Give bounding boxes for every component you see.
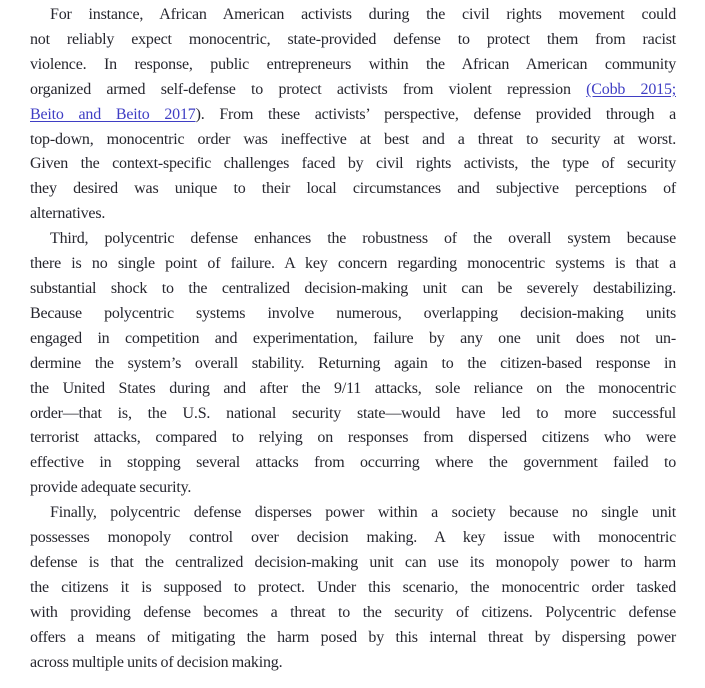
text-line [30,476,676,501]
paragraph-1 [30,3,676,227]
text-segment: across multiple units of decision making. [30,653,283,671]
text-segment: effective in stopping several attacks from occurring where the government failed to [30,454,676,472]
text-segment: For instance, African American activists during the civil rights movement could [50,6,676,23]
paragraph-2 [30,227,676,501]
text-line [30,177,676,202]
text-segment: dermine the system’s overall stability. Returning again to the citizen-based response in [30,354,676,372]
text-line [30,526,676,551]
text-segment: terrorist attacks, compared to relying on responses from dispersed citizens who were [30,429,676,447]
text-line [30,426,676,451]
text-line [30,451,676,476]
text-line [30,352,676,377]
text-segment: order—that is, the U.S. national security state—would have led to more successful [30,404,676,422]
citation-link-beito-and-beito-2017[interactable]: Beito and Beito 2017 [30,105,196,123]
text-segment: Because polycentric systems involve numerous, overlapping decision-making units [30,304,676,322]
text-line [30,626,676,651]
text-line [30,227,676,252]
text-line [30,576,676,601]
text-segment: substantial shock to the centralized decision-making unit can be severely destabilizing. [30,279,676,297]
text-segment: defense is that the centralized decision-making unit can use its monopoly power to harm [30,553,676,571]
document-body [30,3,676,675]
text-line [30,651,676,676]
text-segment: the citizens it is supposed to protect. Under this scenario, the monocentric order tasked [30,578,676,596]
text-line [30,252,676,277]
paragraph-3 [30,501,676,675]
text-line [30,3,676,28]
text-line [30,53,676,78]
text-segment: not reliably expect monocentric, state-provided defense to protect them from racist [30,30,676,48]
text-segment: they desired was unique to their local circumstances and subjective perceptions of [30,180,676,198]
text-segment: alternatives. [30,205,106,223]
text-segment: provide adequate security. [30,479,192,497]
text-line [30,103,676,128]
text-line [30,302,676,327]
text-line [30,501,676,526]
text-line [30,601,676,626]
text-line [30,551,676,576]
citation-link-cobb-2015[interactable]: (Cobb 2015; [586,80,677,98]
text-segment: Given the context-specific challenges faced by civil rights activists, the type of security [30,155,676,173]
text-line [30,327,676,352]
text-segment: Third, polycentric defense enhances the robustness of the overall system because [50,230,676,248]
text-line [30,202,676,227]
text-segment: there is no single point of failure. A key concern regarding monocentric systems is that a [30,255,676,273]
text-line [30,377,676,402]
text-segment: Finally, polycentric defense disperses power within a society because no single unit [50,504,676,522]
text-segment: ). From these activists’ perspective, defense provided through a [195,105,676,123]
text-segment: offers a means of mitigating the harm posed by this internal threat by dispersing power [30,628,676,646]
text-line [30,28,676,53]
text-segment: engaged in competition and experimentation, failure by any one unit does not un- [30,329,676,347]
text-segment: top-down, monocentric order was ineffective at best and a threat to security at worst. [30,130,676,148]
text-line [30,402,676,427]
text-segment: organized armed self-defense to protect activists from violent repression [30,80,587,98]
text-segment: the United States during and after the 9/11 attacks, sole reliance on the monocentric [30,379,676,397]
text-line [30,128,676,153]
text-line [30,78,676,103]
text-segment: violence. In response, public entrepreneurs within the African American community [30,55,676,73]
text-line [30,152,676,177]
text-segment: possesses monopoly control over decision making. A key issue with monocentric [30,529,676,547]
text-line [30,277,676,302]
text-segment: with providing defense becomes a threat to the security of citizens. Polycentric defense [30,603,676,621]
